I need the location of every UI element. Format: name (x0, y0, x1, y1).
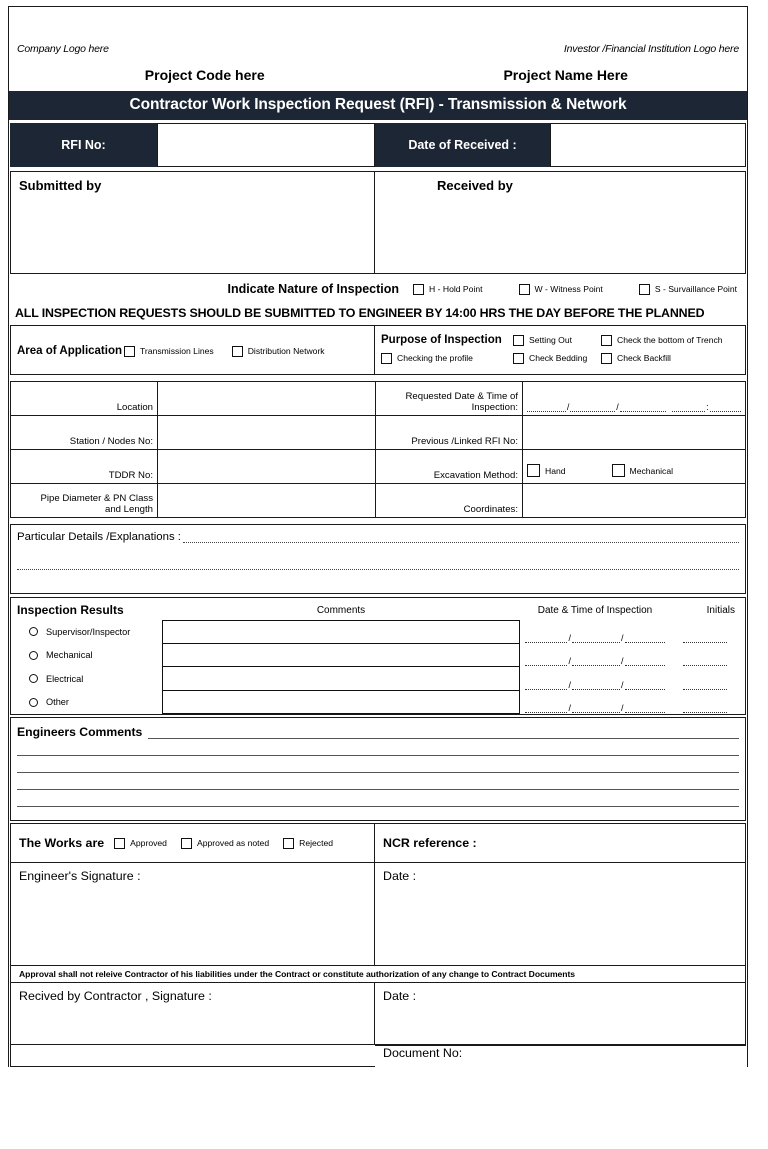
inspection-role-label: Mechanical (46, 650, 93, 661)
checkbox-icon[interactable] (381, 353, 392, 364)
engineers-comments-section[interactable] (10, 717, 746, 821)
purpose-option-check-bottom-trench[interactable] (601, 331, 741, 349)
area-option-distribution-network[interactable] (232, 346, 325, 357)
inspection-details-table (10, 381, 746, 518)
column-header-datetime: Date & Time of Inspection (537, 604, 653, 616)
date-of-received-input[interactable] (550, 123, 746, 167)
contractor-signature-field[interactable]: Recived by Contractor , Signature : (10, 983, 375, 1045)
area-of-application-label: Area of Application (17, 345, 122, 357)
inspection-datetime-input[interactable]: / / (520, 619, 670, 645)
engineers-comments-rule (17, 756, 739, 773)
requested-datetime-input[interactable] (523, 382, 746, 416)
previous-linked-rfi-label: Previous /Linked RFI No: (376, 416, 523, 450)
purpose-option-label: Check Backfill (617, 353, 671, 363)
approval-disclaimer: Approval shall not releive Contractor of his liabilities under the Contract or constitute authorization of any change to Contract Documents (10, 966, 746, 983)
excavation-method-label: Excavation Method: (376, 450, 523, 484)
checkbox-icon[interactable] (527, 464, 540, 477)
tddr-no-input[interactable] (158, 450, 376, 484)
checkbox-icon[interactable] (513, 335, 524, 346)
area-option-transmission-lines[interactable] (124, 346, 214, 357)
nature-option-witness-point[interactable] (519, 284, 603, 295)
excavation-options (527, 464, 741, 481)
works-status-label: The Works are (19, 836, 105, 850)
works-status-row (10, 823, 746, 863)
works-status-cell (10, 823, 375, 863)
tddr-no-label: TDDR No: (11, 450, 158, 484)
excavation-option-hand[interactable] (527, 464, 566, 477)
nature-option-label: H - Hold Point (429, 284, 483, 294)
purpose-option-check-bedding[interactable] (513, 349, 601, 367)
investor-logo-placeholder: Investor /Financial Institution Logo here (563, 43, 739, 55)
inspection-results-rows (17, 620, 739, 714)
inspection-role-mechanical[interactable] (17, 650, 162, 660)
checkbox-icon[interactable] (413, 284, 424, 295)
date-of-received-label: Date of Received : (375, 123, 550, 167)
nature-option-label: W - Witness Point (534, 284, 603, 294)
engineers-comments-rule (148, 725, 739, 739)
nature-option-hold-point[interactable] (413, 284, 483, 295)
pipe-diameter-label (11, 484, 158, 518)
column-header-initials: Initials (706, 604, 735, 616)
inspection-role-other[interactable] (17, 697, 162, 707)
excavation-option-mechanical[interactable] (612, 464, 673, 477)
checkbox-icon[interactable] (283, 838, 294, 849)
area-of-application-cell (10, 325, 375, 375)
checkbox-icon[interactable] (601, 335, 612, 346)
purpose-of-inspection-cell (375, 325, 746, 375)
excavation-option-label: Hand (545, 465, 566, 476)
document-no-field[interactable]: Document No: (375, 1045, 746, 1067)
purpose-of-inspection-label: Purpose of Inspection (381, 334, 502, 346)
checkbox-icon[interactable] (639, 284, 650, 295)
excavation-method-options (523, 450, 746, 484)
works-option-approved-as-noted[interactable] (181, 838, 269, 849)
area-purpose-row (10, 325, 746, 375)
particular-details-rule (17, 547, 739, 570)
project-name: Project Name Here (503, 67, 628, 83)
table-row (11, 484, 746, 518)
inspection-datetime-input[interactable]: / / (520, 666, 670, 692)
works-option-label: Approved (130, 838, 167, 848)
table-row (17, 620, 739, 644)
contractor-receipt-row (10, 983, 746, 1045)
engineers-comments-rule (17, 773, 739, 790)
inspection-datetime-input[interactable]: / / (520, 690, 670, 716)
inspection-initials-input[interactable] (670, 666, 739, 692)
inspection-initials-input[interactable] (670, 643, 739, 669)
table-row (11, 382, 746, 416)
column-header-comments: Comments (316, 604, 366, 616)
table-row (11, 416, 746, 450)
engineer-date-field[interactable]: Date : (375, 863, 746, 966)
project-code: Project Code here (144, 67, 265, 83)
table-row (17, 691, 739, 715)
engineers-comments-line1 (17, 720, 739, 739)
radio-icon[interactable] (29, 651, 38, 660)
checkbox-icon[interactable] (519, 284, 530, 295)
excavation-option-label: Mechanical (629, 465, 674, 476)
received-by-field[interactable]: Received by (375, 171, 746, 274)
works-option-label: Rejected (299, 838, 334, 848)
table-row (11, 450, 746, 484)
purpose-option-label: Checking the profile (397, 353, 473, 363)
submitted-by-field[interactable]: Submitted by (10, 171, 375, 274)
particular-details-section[interactable] (10, 524, 746, 594)
form-outer-frame (8, 6, 748, 1067)
table-row (17, 644, 739, 668)
location-input[interactable] (158, 382, 376, 416)
purpose-col-label (381, 331, 513, 367)
company-logo-placeholder: Company Logo here (17, 43, 109, 55)
inspection-initials-input[interactable] (670, 619, 739, 645)
works-option-rejected[interactable] (283, 838, 333, 849)
purpose-option-setting-out[interactable] (513, 331, 601, 349)
inspection-role-label: Other (46, 697, 69, 708)
purpose-col-right (601, 331, 741, 367)
location-label: Location (11, 382, 158, 416)
radio-icon[interactable] (29, 698, 38, 707)
inspection-comment-input[interactable] (162, 691, 520, 715)
rfi-no-input[interactable] (157, 123, 375, 167)
pipe-diameter-label-line2: and Length (104, 504, 153, 515)
previous-linked-rfi-input[interactable] (523, 416, 746, 450)
area-option-label: Transmission Lines (140, 346, 214, 356)
purpose-option-label: Check Bedding (529, 353, 588, 363)
purpose-option-checking-profile[interactable] (381, 349, 513, 367)
project-row (9, 59, 747, 91)
checkbox-icon[interactable] (181, 838, 192, 849)
inspection-role-electrical[interactable] (17, 674, 162, 684)
requested-datetime-label: Requested Date & Time of Inspection: (376, 382, 523, 416)
particular-details-rule (183, 528, 739, 543)
nature-option-label: S - Survaillance Point (654, 284, 737, 294)
nature-of-inspection-row (9, 276, 747, 302)
ncr-reference-field[interactable]: NCR reference : (375, 823, 746, 863)
inspection-results-section (10, 597, 746, 715)
nature-option-survaillance-point[interactable] (639, 284, 737, 295)
inspection-comment-input[interactable] (162, 644, 520, 668)
radio-icon[interactable] (29, 627, 38, 636)
inspection-role-supervisor[interactable] (17, 627, 162, 637)
checkbox-icon[interactable] (124, 346, 135, 357)
checkbox-icon[interactable] (232, 346, 243, 357)
rfi-number-row (10, 123, 746, 167)
nature-of-inspection-label: Indicate Nature of Inspection (227, 282, 400, 296)
purpose-option-check-backfill[interactable] (601, 349, 741, 367)
purpose-option-label: Setting Out (529, 335, 572, 345)
works-option-label: Approved as noted (196, 838, 270, 848)
purpose-option-label: Check the bottom of Trench (617, 335, 723, 345)
engineers-comments-label: Engineers Comments (17, 725, 143, 739)
particular-details-line1 (17, 528, 739, 543)
coordinates-input[interactable] (523, 484, 746, 518)
form-title: Contractor Work Inspection Request (RFI) - Transmission & Network (9, 91, 747, 120)
radio-icon[interactable] (29, 674, 38, 683)
station-nodes-input[interactable] (158, 416, 376, 450)
engineer-signature-row (10, 863, 746, 966)
coordinates-label: Coordinates: (376, 484, 523, 518)
engineers-comments-rule (17, 739, 739, 756)
checkbox-icon[interactable] (513, 353, 524, 364)
inspection-results-header (17, 602, 739, 618)
document-no-spacer (10, 1045, 375, 1067)
checkbox-icon[interactable] (612, 464, 625, 477)
works-option-approved[interactable] (114, 838, 167, 849)
rfi-no-label: RFI No: (10, 123, 157, 167)
inspection-comment-input[interactable] (162, 667, 520, 691)
checkbox-icon[interactable] (114, 838, 125, 849)
checkbox-icon[interactable] (601, 353, 612, 364)
inspection-role-label: Supervisor/Inspector (46, 626, 131, 637)
logo-row (9, 7, 747, 59)
station-nodes-label: Station / Nodes No: (11, 416, 158, 450)
document-no-row (10, 1045, 746, 1067)
particular-details-label: Particular Details /Explanations : (17, 531, 181, 543)
parties-row (10, 171, 746, 274)
submission-deadline-notice: ALL INSPECTION REQUESTS SHOULD BE SUBMITTED TO ENGINEER BY 14:00 HRS THE DAY BEFORE THE PLANNED (15, 306, 705, 320)
inspection-results-title: Inspection Results (17, 603, 124, 617)
inspection-role-label: Electrical (46, 673, 84, 684)
pipe-diameter-input[interactable] (158, 484, 376, 518)
area-option-label: Distribution Network (247, 346, 325, 356)
inspection-comment-input[interactable] (162, 620, 520, 644)
purpose-grid (381, 331, 741, 367)
engineer-signature-field[interactable]: Engineer's Signature : (10, 863, 375, 966)
inspection-datetime-input[interactable]: / / (520, 643, 670, 669)
table-row (17, 667, 739, 691)
contractor-date-field[interactable]: Date : (375, 983, 746, 1045)
purpose-col-middle (513, 331, 601, 367)
pipe-diameter-label-line1: Pipe Diameter & PN Class (40, 493, 153, 504)
requested-datetime-dotted: / / : (527, 402, 741, 413)
inspection-initials-input[interactable] (670, 690, 739, 716)
engineers-comments-rule (17, 790, 739, 807)
